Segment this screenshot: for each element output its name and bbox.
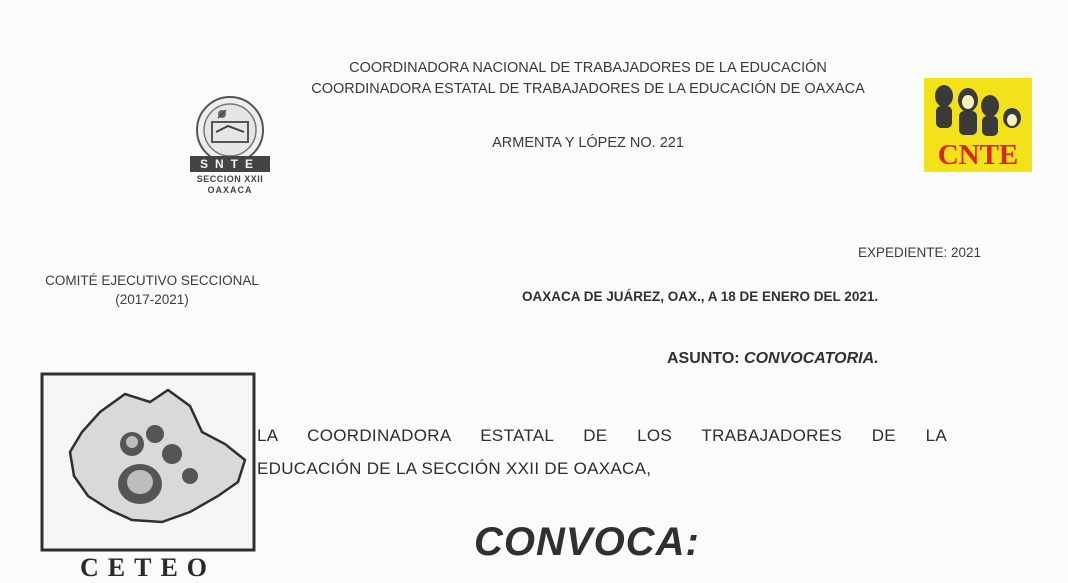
subject-value: CONVOCATORIA. [744, 350, 879, 367]
header-line-1: COORDINADORA NACIONAL DE TRABAJADORES DE LA EDUCACIÓN [349, 60, 827, 76]
body-line-2: EDUCACIÓN DE LA SECCIÓN XXII DE OAXACA, [257, 459, 652, 478]
ceteo-logo-text: CETEO [79, 553, 217, 582]
body-line-1: LA COORDINADORA ESTATAL DE LOS TRABAJADORES DE LA [257, 426, 947, 445]
header-address: ARMENTA Y LÓPEZ NO. 221 [492, 135, 684, 151]
subject-label: ASUNTO: [667, 350, 740, 367]
subject [667, 350, 879, 368]
header-line-2: COORDINADORA ESTATAL DE TRABAJADORES DE LA EDUCACIÓN DE OAXACA [311, 81, 865, 97]
convoca-title: CONVOCA: [474, 520, 700, 564]
snte-state-text: OAXACA [207, 185, 253, 195]
snte-logo [182, 92, 278, 200]
committee-name: COMITÉ EJECUTIVO SECCIONAL [45, 273, 259, 288]
snte-logo-text: SNTE [199, 157, 260, 171]
place-date: OAXACA DE JUÁREZ, OAX., A 18 DE ENERO DEL 2021. [522, 289, 879, 304]
ceteo-logo [40, 372, 260, 580]
cnte-logo-text: CNTE [937, 139, 1019, 171]
expediente-label: EXPEDIENTE: 2021 [858, 245, 982, 260]
snte-section-text: SECCION XXII [196, 174, 264, 184]
committee-period: (2017-2021) [115, 292, 189, 307]
oaxaca-map-icon [40, 372, 260, 552]
cnte-logo [924, 78, 1032, 172]
